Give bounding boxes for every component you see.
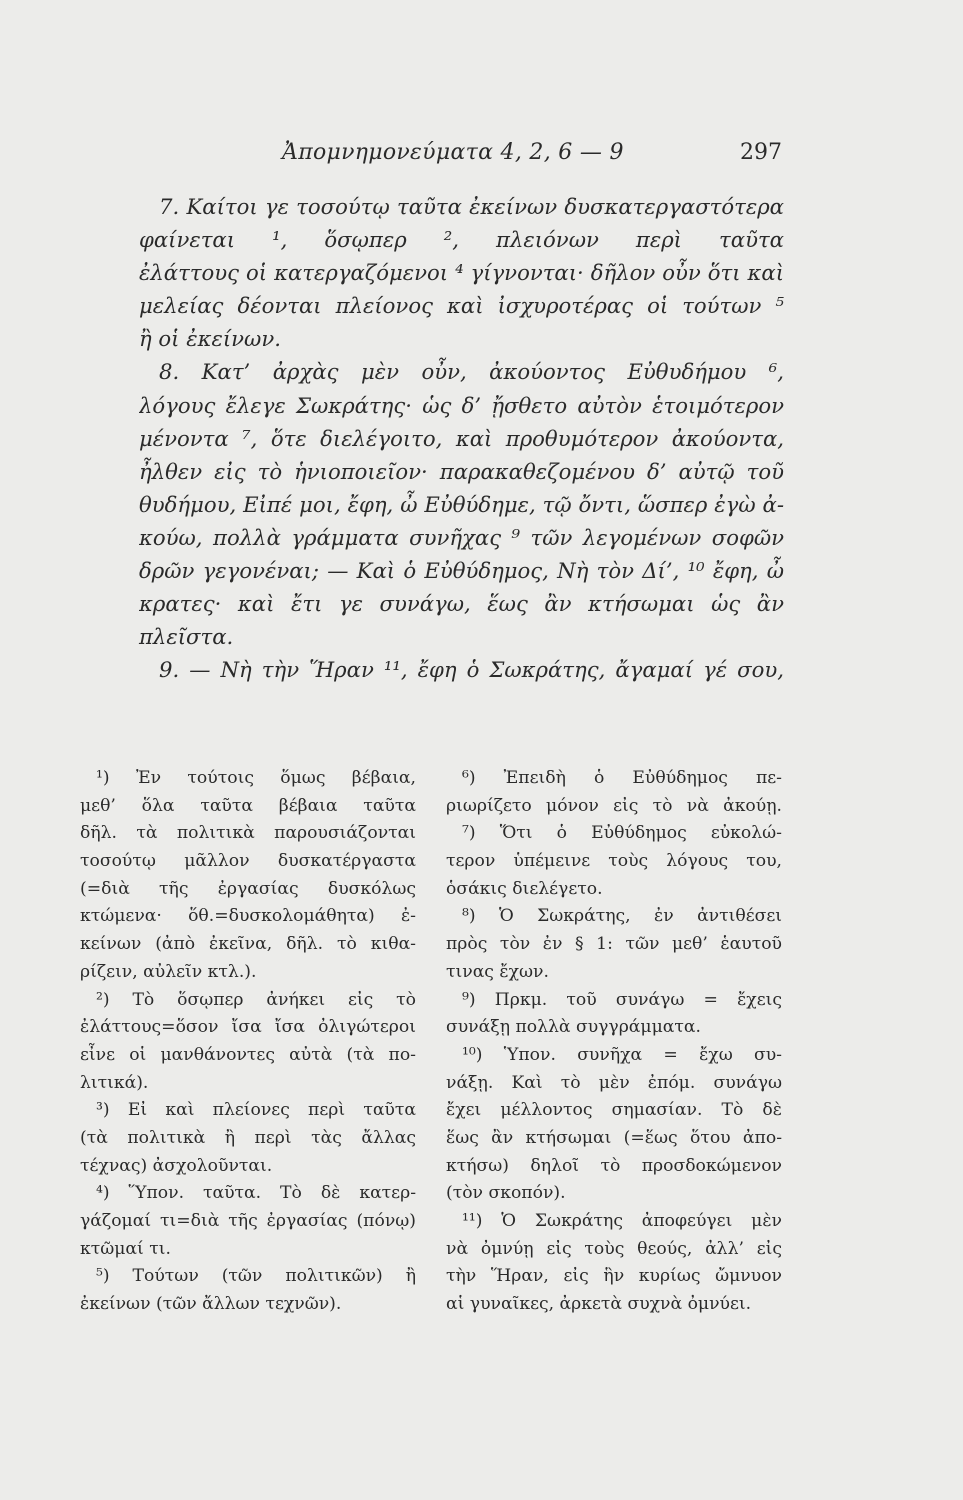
footnote-line: κτῶμαί τι. [80, 1238, 171, 1259]
main-text [139, 190, 784, 686]
footnote-line: νάξῃ. Καὶ τὸ μὲν ἐπόμ. συνάγω [446, 1072, 782, 1093]
text-line: κούω, πολλὰ γράμματα συνῆχας ⁹ τῶν λεγομένων σοφῶν [139, 524, 784, 550]
footnote-line: τὴν Ἥραν, εἰς ἣν κυρίως ὤμνυον [446, 1266, 782, 1287]
footnote-line: τοσούτῳ μᾶλλον δυσκατέργαστα [80, 851, 416, 872]
footnote-line: πρὸς τὸν ἐν § 1: τῶν μεθ’ ἑαυτοῦ [446, 934, 782, 955]
running-title: Ἀπομνημονεύματα 4, 2, 6 — 9 [282, 140, 624, 165]
footnote-line: νὰ ὀμνύῃ εἰς τοὺς θεούς, ἀλλ’ εἰς [446, 1238, 782, 1259]
footnote-line: ⁷) Ὅτι ὁ Εὐθύδημος εὐκολώ- [462, 823, 782, 844]
footnote-line: ⁸) Ὁ Σωκράτης, ἐν ἀντιθέσει [462, 906, 782, 927]
footnote-line: τέχνας) ἀσχολοῦνται. [80, 1155, 273, 1176]
footnote-line: ¹¹) Ὁ Σωκράτης ἀποφεύγει μὲν [462, 1211, 782, 1231]
footnote-line: ριωρίζετο μόνον εἰς τὸ νὰ ἀκούῃ. [446, 795, 782, 816]
text-line: φαίνεται ¹, ὅσῳπερ ², πλειόνων περὶ ταῦτα [139, 227, 784, 253]
text-line: ἐλάττους οἱ κατεργαζόμενοι ⁴ γίγνονται· δῆλον οὖν ὅτι καὶ [139, 260, 784, 286]
footnote-line: (τὸν σκοπόν). [446, 1183, 566, 1204]
footnote-line: συνάξῃ πολλὰ συγγράμματα. [446, 1017, 701, 1038]
text-line: πλεῖστα. [139, 624, 234, 650]
footnote-line: ἐκείνων (τῶν ἄλλων τεχνῶν). [80, 1294, 342, 1315]
footnote-line: εἶνε οἱ μανθάνοντες αὐτὰ (τὰ πο- [80, 1044, 416, 1065]
text-line: δρῶν γεγονέναι; — Καὶ ὁ Εὐθύδημος, Νὴ τὸν Δί’, ¹⁰ ἔφη, ὦ [139, 558, 784, 584]
page-header [0, 138, 963, 172]
footnote-line: ⁹) Πρκμ. τοῦ συνάγω = ἔχεις [462, 989, 782, 1010]
footnote-line: κείνων (ἀπὸ ἐκεῖνα, δῆλ. τὸ κιθα- [80, 934, 416, 955]
footnotes-left-column [80, 765, 416, 1319]
footnote-line: (τὰ πολιτικὰ ἢ περὶ τὰς ἄλλας [80, 1127, 416, 1148]
footnote-line: ⁶) Ἐπειδὴ ὁ Εὐθύδημος πε- [462, 768, 782, 788]
footnote-line: ¹) Ἐν τούτοις ὅμως βέβαια, [96, 768, 416, 788]
footnote-line: ³) Εἰ καὶ πλείονες περὶ ταῦτα [96, 1100, 416, 1121]
text-line: μελείας δέονται πλείονος καὶ ἰσχυροτέρας οἱ τούτων ⁵ [139, 293, 784, 319]
text-line: μένοντα ⁷, ὅτε διελέγοιτο, καὶ προθυμότερον ἀκούοντα, [139, 425, 784, 451]
footnote-line: τινας ἔχων. [446, 961, 549, 982]
footnote-line: αἱ γυναῖκες, ἀρκετὰ συχνὰ ὀμνύει. [446, 1294, 752, 1315]
text-line: ἢ οἱ ἐκείνων. [139, 326, 281, 352]
text-line: κρατες· καὶ ἔτι γε συνάγω, ἕως ἂν κτήσωμαι ὡς ἂν [139, 591, 784, 617]
footnote-line: ἕως ἂν κτήσωμαι (=ἕως ὅτου ἀπο- [446, 1127, 782, 1148]
text-line: ἦλθεν εἰς τὸ ἡνιοποιεῖον· παρακαθεζομένου δ’ αὐτῷ τοῦ [139, 458, 784, 484]
footnote-line: ¹⁰) Ὑπον. συνῆχα = ἔχω συ- [462, 1044, 782, 1065]
footnote-line: τερον ὑπέμεινε τοὺς λόγους του, [446, 851, 782, 872]
footnote-line: κτώμενα· ὅθ.=δυσκολομάθητα) ἐ- [80, 906, 416, 927]
footnote-line: δῆλ. τὰ πολιτικὰ παρουσιάζονται [80, 823, 416, 844]
footnotes-right-column [446, 765, 782, 1319]
footnote-line: μεθ’ ὅλα ταῦτα βέβαια ταῦτα [80, 795, 416, 816]
text-line: 9. — Νὴ τὴν Ἥραν ¹¹, ἔφη ὁ Σωκράτης, ἄγαμαί γέ σου, [159, 657, 784, 683]
footnote-line: (=διὰ τῆς ἐργασίας δυσκόλως [80, 878, 416, 899]
text-line: λόγους ἔλεγε Σωκράτης· ὡς δ’ ᾔσθετο αὐτὸν ἑτοιμότερον [139, 392, 784, 418]
text-line: θυδήμου, Εἰπέ μοι, ἔφη, ὦ Εὐθύδημε, τῷ ὄντι, ὥσπερ ἐγὼ ἀ- [139, 491, 784, 517]
footnote-line: ⁵) Τούτων (τῶν πολιτικῶν) ἢ [96, 1266, 416, 1287]
footnote-line: ἔχει μέλλοντος σημασίαν. Τὸ δὲ [446, 1100, 782, 1121]
footnote-line: γάζομαί τι=διὰ τῆς ἐργασίας (πόνῳ) [80, 1211, 416, 1231]
footnote-line: ⁴) Ὕπον. ταῦτα. Τὸ δὲ κατερ- [96, 1183, 416, 1204]
footnote-line: ²) Τὸ ὅσῳπερ ἀνήκει εἰς τὸ [96, 989, 416, 1010]
footnote-line: ὁσάκις διελέγετο. [446, 878, 603, 899]
text-line: 7. Καίτοι γε τοσούτῳ ταῦτα ἐκείνων δυσκατεργαστότερα [159, 194, 784, 219]
footnote-line: ἐλάττους=ὅσον ἴσα ἴσα ὀλιγώτεροι [80, 1017, 416, 1038]
footnote-line: ρίζειν, αὐλεῖν κτλ.). [80, 961, 257, 982]
page-number: 297 [740, 140, 782, 165]
footnote-divider [139, 758, 784, 759]
text-line: 8. Κατ’ ἀρχὰς μὲν οὖν, ἀκούοντος Εὐθυδήμου ⁶, [159, 359, 784, 385]
footnote-line: κτήσω) δηλοῖ τὸ προσδοκώμενον [446, 1155, 782, 1176]
footnote-line: λιτικά). [80, 1072, 149, 1093]
